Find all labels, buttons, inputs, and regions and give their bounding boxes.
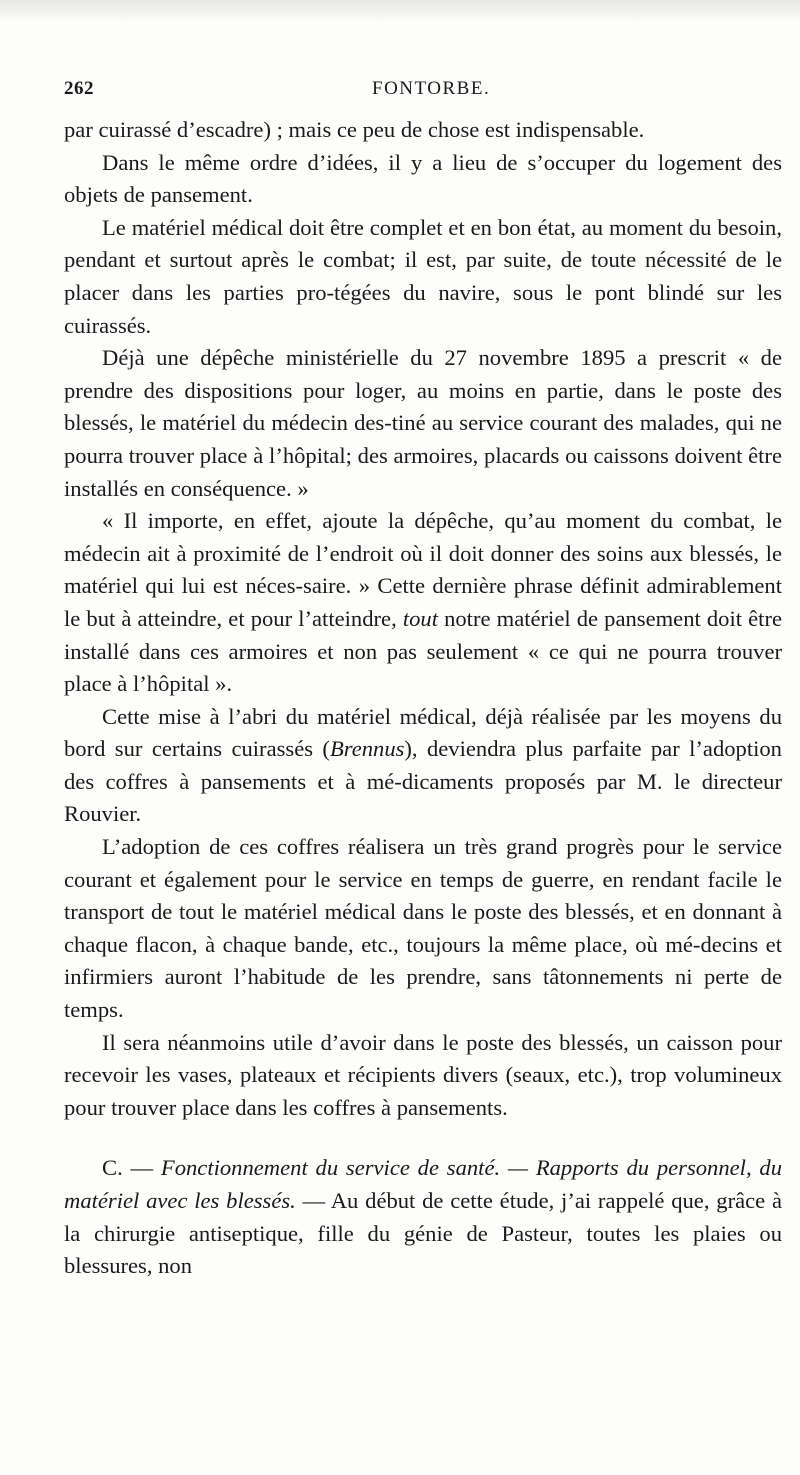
paragraph-5 [64, 505, 782, 701]
running-head: FONTORBE. [372, 78, 491, 99]
paragraph-6-ship-name: Brennus [329, 736, 405, 762]
paragraph-7: L’adoption de ces coffres réalisera un très grand progrès pour le service courant et également pour le service en temps de guerre, en rendant facile le transport de tout le matériel médical dans le poste des blessés, et en donnant à chaque flacon, à chaque bande, etc., toujours la même place, où mé-decins et infirmiers auront l’habitude de les prendre, sans tâtonnements ni perte de temps. [64, 834, 782, 1023]
paragraph-5-emphasis: tout [402, 605, 438, 631]
section-c-text: — Au début de cette étude, j’ai rappelé que, grâce à la chirurgie antiseptique, fille du génie de Pasteur, toutes les plaies ou blessures, non [64, 1188, 782, 1279]
paragraph-5-part-b: notre matériel de pansement doit être installé dans ces armoires et non pas seulement « ce qui ne pourra trouver place à l’hôpital ». [64, 605, 782, 697]
section-c [64, 1152, 782, 1282]
paragraph-5-part-a: « Il importe, en effet, ajoute la dépêche, qu’au moment du combat, le médecin ait à proximité de l’endroit où il doit donner des soins aux blessés, le matériel qui lui est néces-saire. » Cette dernière phrase définit admirablement le but à atteindre, et pour l’atteindre, [64, 508, 782, 631]
body-text [64, 114, 782, 1283]
paragraph-4: Déjà une dépêche ministérielle du 27 novembre 1895 a prescrit « de prendre des dispositions pour loger, au moins en partie, dans le poste des blessés, le matériel du médecin des-tiné au service courant des malades, qui ne pourra trouver place à l’hôpital; des armoires, placards ou caissons doivent être installés en conséquence. » [64, 345, 782, 501]
paragraph-3: Le matériel médical doit être complet et en bon état, au moment du besoin, pendant et surtout après le combat; il est, par suite, de toute nécessité de le placer dans les parties pro-tégées du navire, sous le pont blindé sur les cuirassés. [64, 214, 782, 338]
paragraph-6-part-a: Cette mise à l’abri du matériel médical, déjà réalisée par les moyens du bord sur certains cuirassés ( [64, 703, 782, 762]
paragraph-2: Dans le même ordre d’idées, il y a lieu de s’occuper du logement des objets de pansement. [64, 149, 782, 208]
paragraph-8: Il sera néanmoins utile d’avoir dans le poste des blessés, un caisson pour recevoir les vases, plateaux et récipients divers (seaux, etc.), trop volumineux pour trouver place dans les coffres à pansements. [64, 1029, 782, 1120]
page-edge-shadow [0, 0, 800, 22]
page-number: 262 [64, 78, 94, 99]
paragraph-6 [64, 701, 782, 831]
paragraph-1: par cuirassé d’escadre) ; mais ce peu de chose est indispensable. [64, 117, 645, 142]
page-header [64, 78, 786, 108]
paragraph-6-part-b: ), deviendra plus parfaite par l’adoption des coffres à pansements et à mé-dicaments proposés par M. le directeur Rouvier. [64, 736, 782, 827]
section-c-title: Fonctionnement du service de santé. — Rapports du personnel, du matériel avec les blessés. [64, 1155, 782, 1213]
section-c-lead: C. — [102, 1155, 161, 1181]
